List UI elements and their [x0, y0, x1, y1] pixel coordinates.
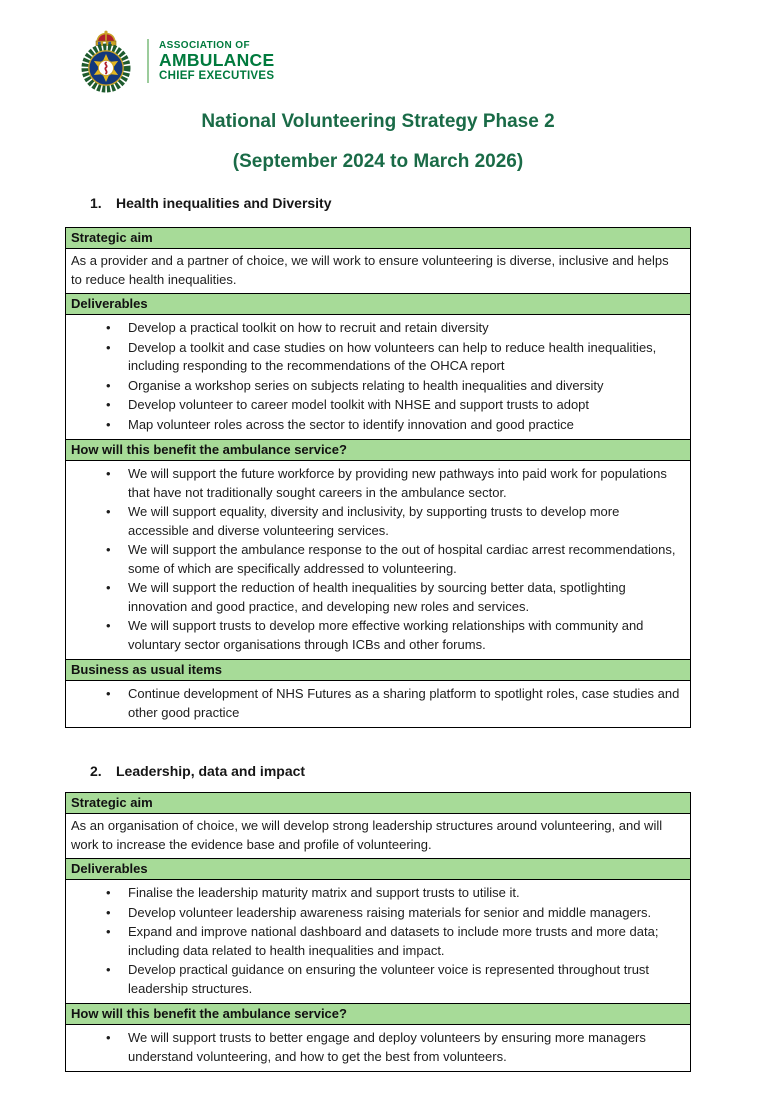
bullet-item: • We will support trusts to develop more effective working relationships with community and voluntary sector organisations through ICBs and other forums.	[128, 617, 682, 654]
strategic-aim-text: As an organisation of choice, we will develop strong leadership structures around volunteering, and will work to increase the evidence base and profile of volunteering.	[66, 814, 691, 859]
table-row	[66, 793, 691, 814]
bullet-item: • Develop volunteer leadership awareness raising materials for senior and middle managers.	[128, 904, 682, 923]
section-2-title: Leadership, data and impact	[116, 763, 306, 779]
deliverables-cell	[66, 880, 691, 1004]
aace-logo	[77, 29, 274, 93]
section-1-table	[65, 227, 691, 728]
section-1-heading	[65, 195, 691, 211]
logo-line-chief-executives: CHIEF EXECUTIVES	[159, 69, 275, 82]
business-as-usual-cell	[66, 681, 691, 728]
aace-crest-icon	[77, 29, 135, 93]
table-row	[66, 1025, 691, 1072]
bullet-item: • We will support the reduction of health inequalities by sourcing better data, spotlighting innovation and good practice, and developing new roles and services.	[128, 579, 682, 616]
bullet-item: • Expand and improve national dashboard and datasets to include more trusts and more data; including data related to health inequalities and impact.	[128, 923, 682, 960]
logo-line-association-of: ASSOCIATION OF	[159, 39, 250, 51]
benefits-cell	[66, 1025, 691, 1072]
section-1-title: Health inequalities and Diversity	[116, 195, 332, 211]
bullet-item: • We will support the future workforce by providing new pathways into paid work for populations that have not traditionally sought careers in the ambulance sector.	[128, 465, 682, 502]
business-as-usual-header: Business as usual items	[66, 660, 691, 681]
table-row	[66, 660, 691, 681]
bullet-item: • We will support the ambulance response to the out of hospital cardiac arrest recommendations, some of which are specifically addressed to volunteering.	[128, 541, 682, 578]
table-row	[66, 249, 691, 294]
benefits-list	[71, 1029, 682, 1066]
deliverables-list	[71, 319, 682, 434]
document-title-line2: (September 2024 to March 2026)	[232, 151, 524, 172]
table-row	[66, 814, 691, 859]
strategic-aim-text: As a provider and a partner of choice, we will work to ensure volunteering is diverse, inclusive and helps to reduce health inequalities.	[66, 249, 691, 294]
bullet-item: • We will support equality, diversity and inclusivity, by supporting trusts to develop more accessible and diverse volunteering services.	[128, 503, 682, 540]
deliverables-header: Deliverables	[66, 294, 691, 315]
benefit-header: How will this benefit the ambulance service?	[66, 1004, 691, 1025]
deliverables-header: Deliverables	[66, 859, 691, 880]
benefits-list	[71, 465, 682, 654]
bullet-item: • Develop a practical toolkit on how to recruit and retain diversity	[128, 319, 682, 338]
bullet-item: • We will support trusts to better engage and deploy volunteers by ensuring more managers understand volunteering, and how to get the best from volunteers.	[128, 1029, 682, 1066]
table-row	[66, 859, 691, 880]
bullet-item: • Finalise the leadership maturity matrix and support trusts to utilise it.	[128, 884, 682, 903]
logo-line-ambulance: AMBULANCE	[159, 49, 275, 70]
document-title-line1: National Volunteering Strategy Phase 2	[201, 111, 555, 132]
section-2-number: 2.	[90, 763, 102, 779]
bullet-item: • Continue development of NHS Futures as a sharing platform to spotlight roles, case studies and other good practice	[128, 685, 682, 722]
deliverables-list	[71, 884, 682, 998]
strategic-aim-header: Strategic aim	[66, 228, 691, 249]
section-1-number: 1.	[90, 195, 102, 211]
logo-wordmark	[159, 40, 274, 83]
benefits-cell	[66, 461, 691, 660]
table-row	[66, 440, 691, 461]
bullet-item: • Develop practical guidance on ensuring the volunteer voice is represented throughout trust leadership structures.	[128, 961, 682, 998]
strategic-aim-header: Strategic aim	[66, 793, 691, 814]
table-row	[66, 294, 691, 315]
table-row	[66, 880, 691, 1004]
table-row	[66, 315, 691, 440]
table-row	[66, 228, 691, 249]
benefit-header: How will this benefit the ambulance service?	[66, 440, 691, 461]
section-2-table	[65, 792, 691, 1072]
table-row	[66, 681, 691, 728]
table-row	[66, 1004, 691, 1025]
table-row	[66, 461, 691, 660]
bullet-item: • Organise a workshop series on subjects relating to health inequalities and diversity	[128, 377, 682, 396]
deliverables-cell	[66, 315, 691, 440]
business-as-usual-list	[71, 685, 682, 722]
bullet-item: • Develop a toolkit and case studies on how volunteers can help to reduce health inequalities, including responding to the recommendations of the OHCA report	[128, 339, 682, 376]
bullet-item: • Develop volunteer to career model toolkit with NHSE and support trusts to adopt	[128, 396, 682, 415]
logo-divider	[147, 39, 149, 83]
section-2-heading	[65, 763, 691, 779]
bullet-item: • Map volunteer roles across the sector to identify innovation and good practice	[128, 416, 682, 435]
